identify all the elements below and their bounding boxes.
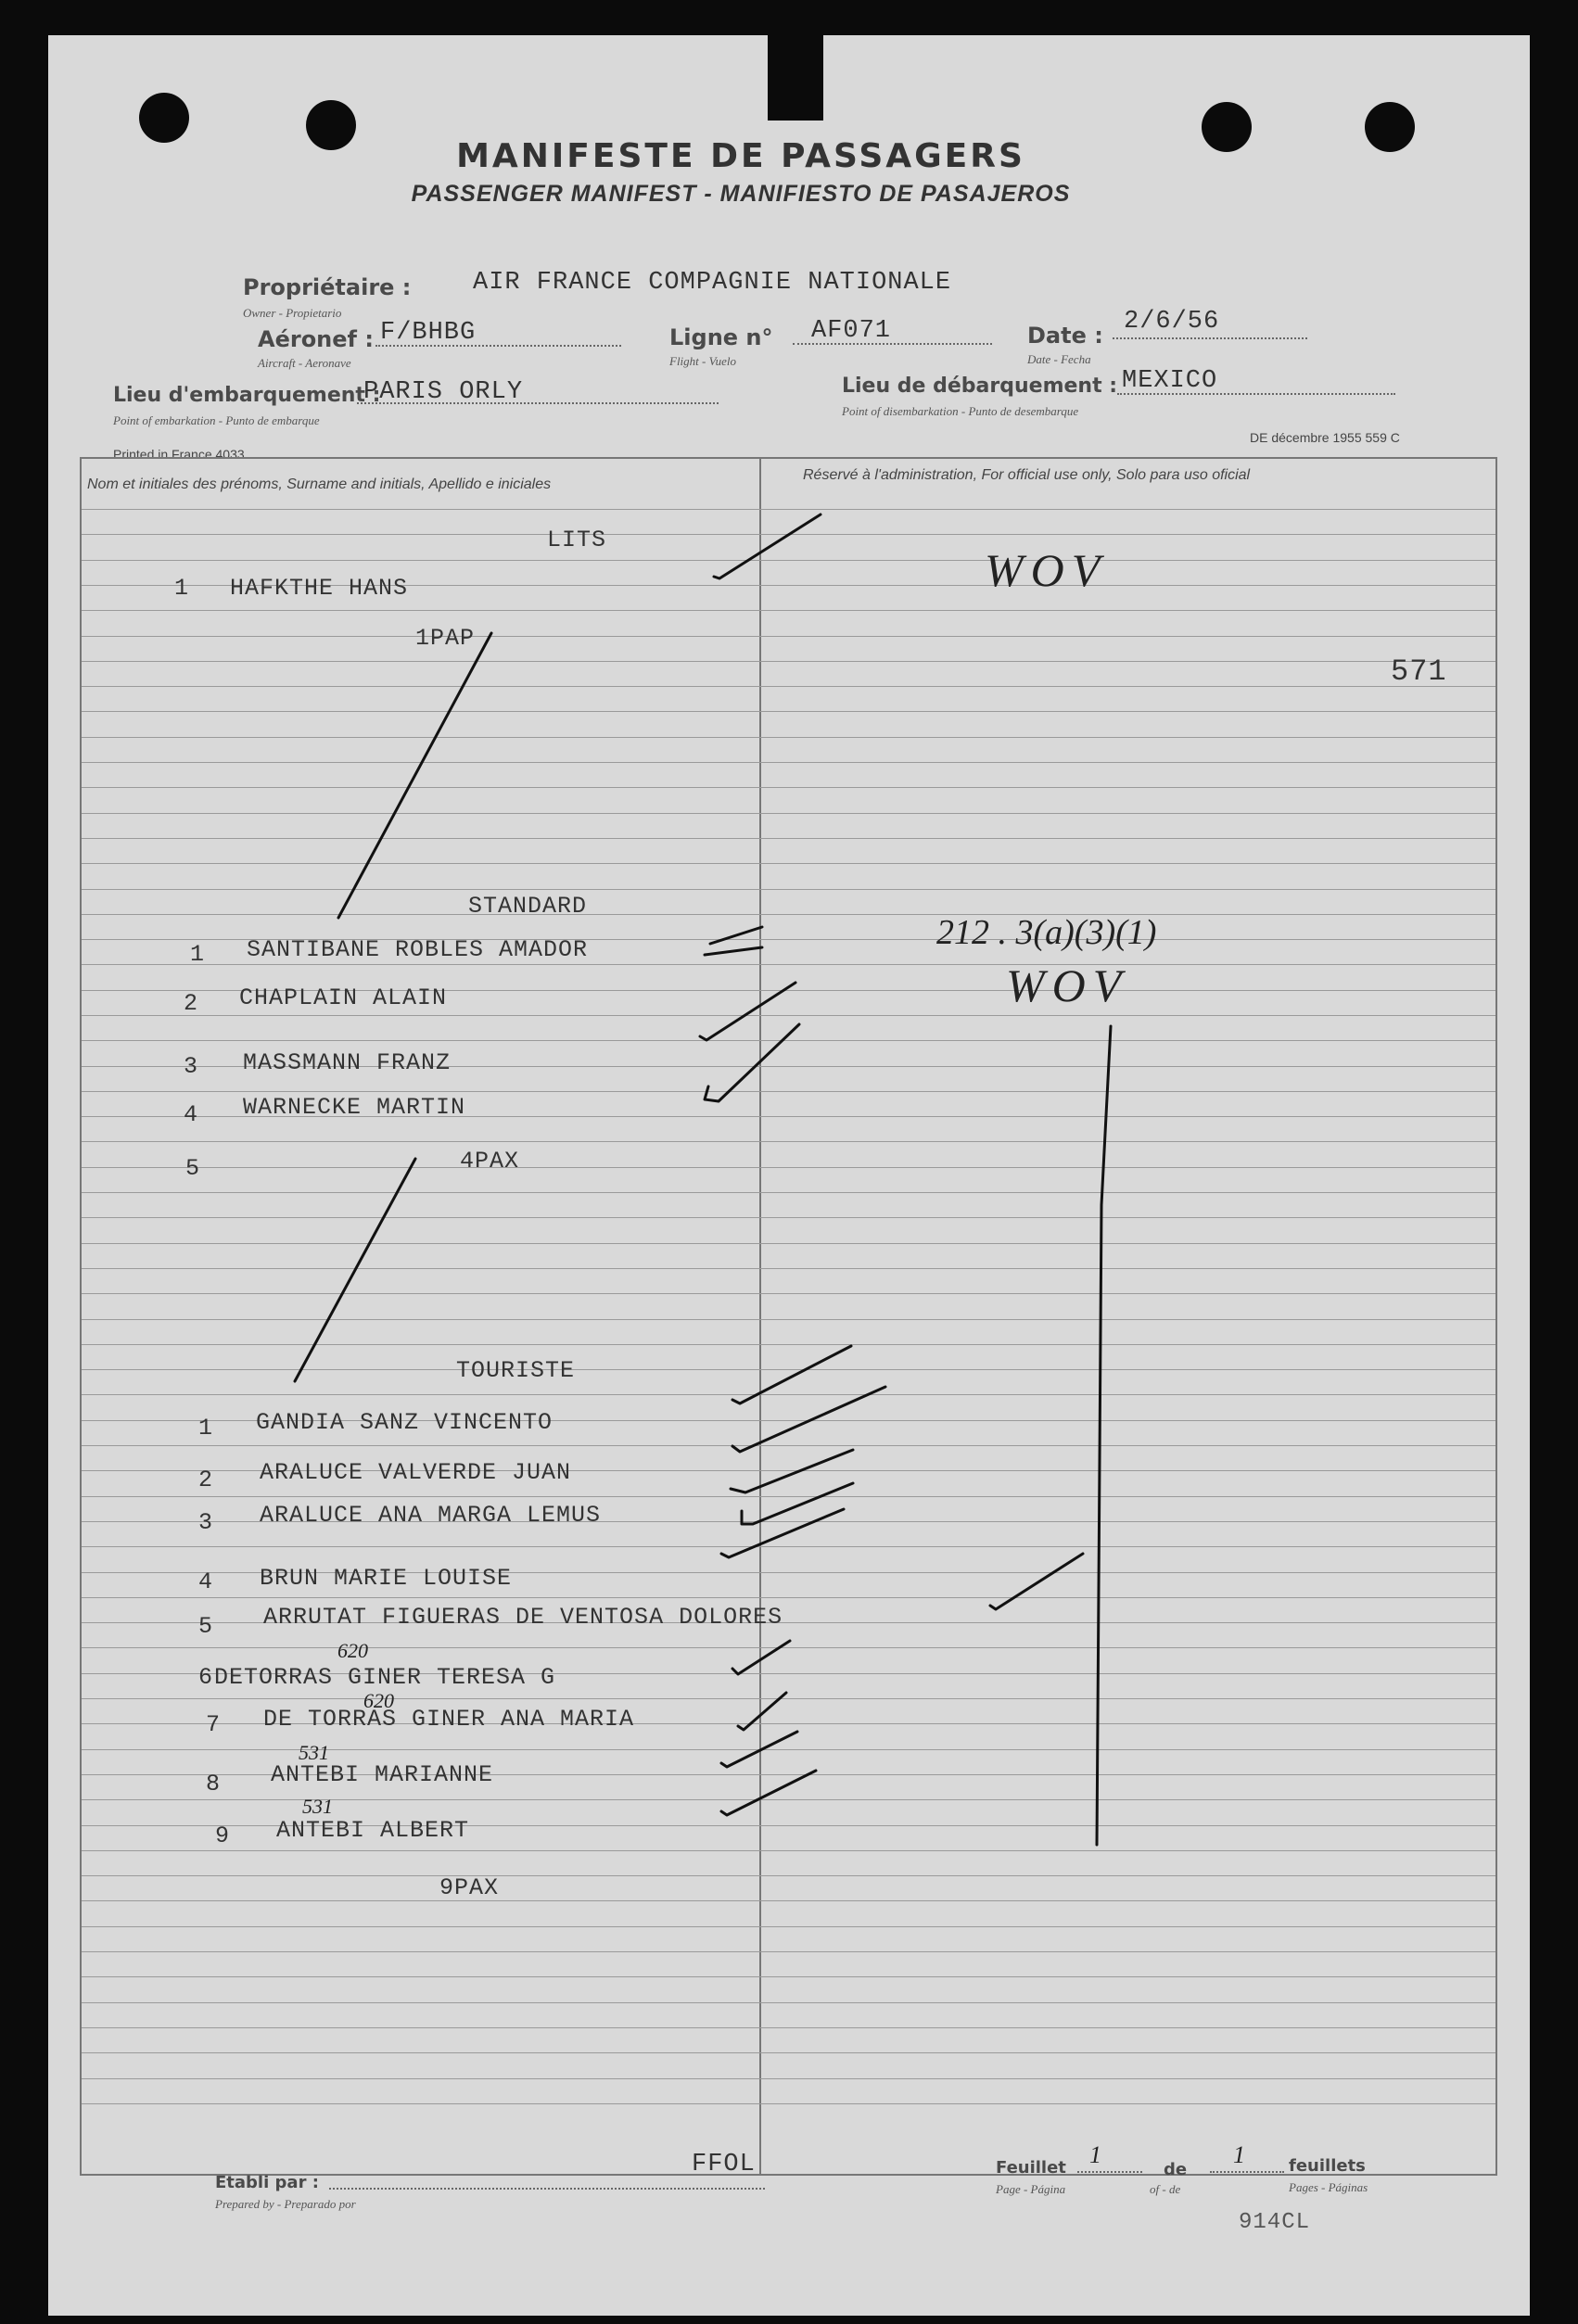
section-heading-lits: LITS — [547, 527, 607, 553]
passenger-name: SANTIBANE ROBLES AMADOR — [247, 936, 589, 963]
passenger-name: ARALUCE VALVERDE JUAN — [260, 1459, 572, 1486]
handwritten-wov: WOV — [985, 544, 1108, 596]
sheet-number: 1 — [1089, 2141, 1101, 2168]
section-heading-touriste: TOURISTE — [456, 1357, 576, 1384]
checkmark — [721, 1771, 816, 1815]
checkmark — [738, 1693, 786, 1730]
touriste-total: 9PAX — [439, 1874, 500, 1901]
prepared-by-sublabel: Prepared by - Preparado por — [215, 2197, 356, 2211]
embark-label: Lieu d'embarquement : — [113, 384, 381, 407]
row-number: 9 — [215, 1822, 231, 1849]
row-number: 5 — [198, 1613, 214, 1640]
reference-number: 914CL — [1239, 2210, 1311, 2235]
disembark-sublabel: Point of disembarkation - Punto de desembarque — [842, 404, 1079, 418]
row-number: 8 — [206, 1771, 222, 1797]
pen-slash — [338, 633, 491, 918]
date-label: Date : — [1027, 323, 1103, 349]
row-number: 4 — [198, 1568, 214, 1595]
page-sublabel: Page - Página — [996, 2182, 1066, 2196]
checkmark — [721, 1732, 797, 1767]
row-number: 1 — [190, 941, 206, 968]
row-number: 3 — [198, 1509, 214, 1536]
checkmark — [990, 1554, 1083, 1609]
prepared-by-label: Etabli par : — [215, 2173, 319, 2192]
standard-total: 4PAX — [460, 1148, 520, 1175]
of-sublabel: of - de — [1150, 2182, 1181, 2196]
sheet-label: Feuillet — [996, 2158, 1066, 2178]
flight-sublabel: Flight - Vuelo — [669, 354, 736, 368]
handwritten-note: 531 — [302, 1795, 333, 1818]
checkmark — [731, 1450, 853, 1492]
row-number: 7 — [206, 1711, 222, 1738]
checkmark — [714, 514, 821, 578]
aircraft-value: F/BHBG — [380, 319, 477, 347]
passenger-name: BRUN MARIE LOUISE — [260, 1565, 513, 1592]
flight-value: AF071 — [811, 317, 892, 345]
passenger-name: DE TORRAS GINER ANA MARIA — [263, 1706, 635, 1733]
checkmark — [732, 1641, 790, 1674]
disembark-label: Lieu de débarquement : — [842, 375, 1118, 398]
passenger-name: WARNECKE MARTIN — [243, 1094, 466, 1121]
disembark-value: MEXICO — [1122, 367, 1218, 395]
passenger-name: DETORRAS GINER TERESA G — [214, 1664, 556, 1691]
checkmark — [732, 1346, 851, 1403]
checkmark — [742, 1483, 853, 1524]
passenger-name: GANDIA SANZ VINCENTO — [256, 1409, 554, 1436]
sheets-label: feuillets — [1289, 2156, 1366, 2176]
passenger-name: ARALUCE ANA MARGA LEMUS — [260, 1502, 602, 1529]
passenger-name: MASSMANN FRANZ — [243, 1049, 452, 1076]
pen-slash — [295, 1159, 415, 1381]
section-heading-standard: STANDARD — [468, 893, 588, 920]
manifest-subtitle: PASSENGER MANIFEST - MANIFIESTO DE PASAJEROS — [411, 181, 1071, 207]
passenger-name: ARRUTAT FIGUERAS DE VENTOSA DOLORES — [263, 1604, 783, 1631]
manifest-title: MANIFESTE DE PASSAGERS — [456, 137, 1025, 175]
column-header-admin: Réservé à l'administration, For official use only, Solo para uso oficial — [803, 467, 1251, 483]
row-number: 6 — [198, 1664, 214, 1691]
owner-sublabel: Owner - Propietario — [243, 306, 342, 320]
checkmark — [705, 947, 762, 955]
handwritten-code: 212 . 3(a)(3)(1) — [936, 913, 1157, 952]
checkmark — [700, 983, 795, 1040]
sheet-total: 1 — [1233, 2141, 1245, 2168]
checkmark — [710, 927, 762, 944]
column-header-names: Nom et initiales des prénoms, Surname and initials, Apellido e iniciales — [87, 476, 552, 492]
handwritten-note: 620 — [363, 1689, 394, 1712]
passenger-name: ANTEBI ALBERT — [276, 1817, 470, 1844]
row-number: 1 — [174, 575, 190, 602]
lits-total: 1PAP — [415, 625, 476, 652]
embark-sublabel: Point of embarkation - Punto de embarque — [113, 413, 320, 427]
checkmark — [705, 1024, 799, 1101]
date-sublabel: Date - Fecha — [1027, 352, 1091, 366]
ink-line — [1097, 1026, 1111, 1845]
printed-note: Printed in France 4033 — [113, 447, 245, 462]
owner-label: Propriétaire : — [243, 274, 412, 300]
pages-sublabel: Pages - Páginas — [1289, 2180, 1368, 2194]
of-label: de — [1164, 2160, 1188, 2179]
admin-number: 571 — [1391, 654, 1447, 689]
prepared-by-value: FFOL — [692, 2151, 756, 2178]
handwritten-note: 531 — [299, 1741, 329, 1764]
handwritten-note: 620 — [337, 1639, 368, 1662]
form-code: DE décembre 1955 559 C — [1250, 430, 1400, 445]
date-value: 2/6/56 — [1124, 308, 1220, 336]
passenger-name: HAFKTHE HANS — [230, 575, 409, 602]
owner-value: AIR FRANCE COMPAGNIE NATIONALE — [473, 269, 952, 297]
row-number: 3 — [184, 1053, 199, 1080]
row-number: 2 — [198, 1467, 214, 1493]
aircraft-label: Aéronef : — [258, 326, 374, 352]
row-number: 1 — [198, 1415, 214, 1441]
row-number: 4 — [184, 1101, 199, 1128]
embark-value: PARIS ORLY — [363, 378, 524, 406]
aircraft-sublabel: Aircraft - Aeronave — [258, 356, 351, 370]
passenger-name: CHAPLAIN ALAIN — [239, 984, 448, 1011]
flight-label: Ligne n° — [669, 324, 773, 350]
row-number: 2 — [184, 990, 199, 1017]
passenger-name: ANTEBI MARIANNE — [271, 1761, 494, 1788]
handwritten-wov: WOV — [1006, 959, 1129, 1011]
checkmark — [721, 1509, 844, 1557]
row-number: 5 — [185, 1155, 201, 1182]
